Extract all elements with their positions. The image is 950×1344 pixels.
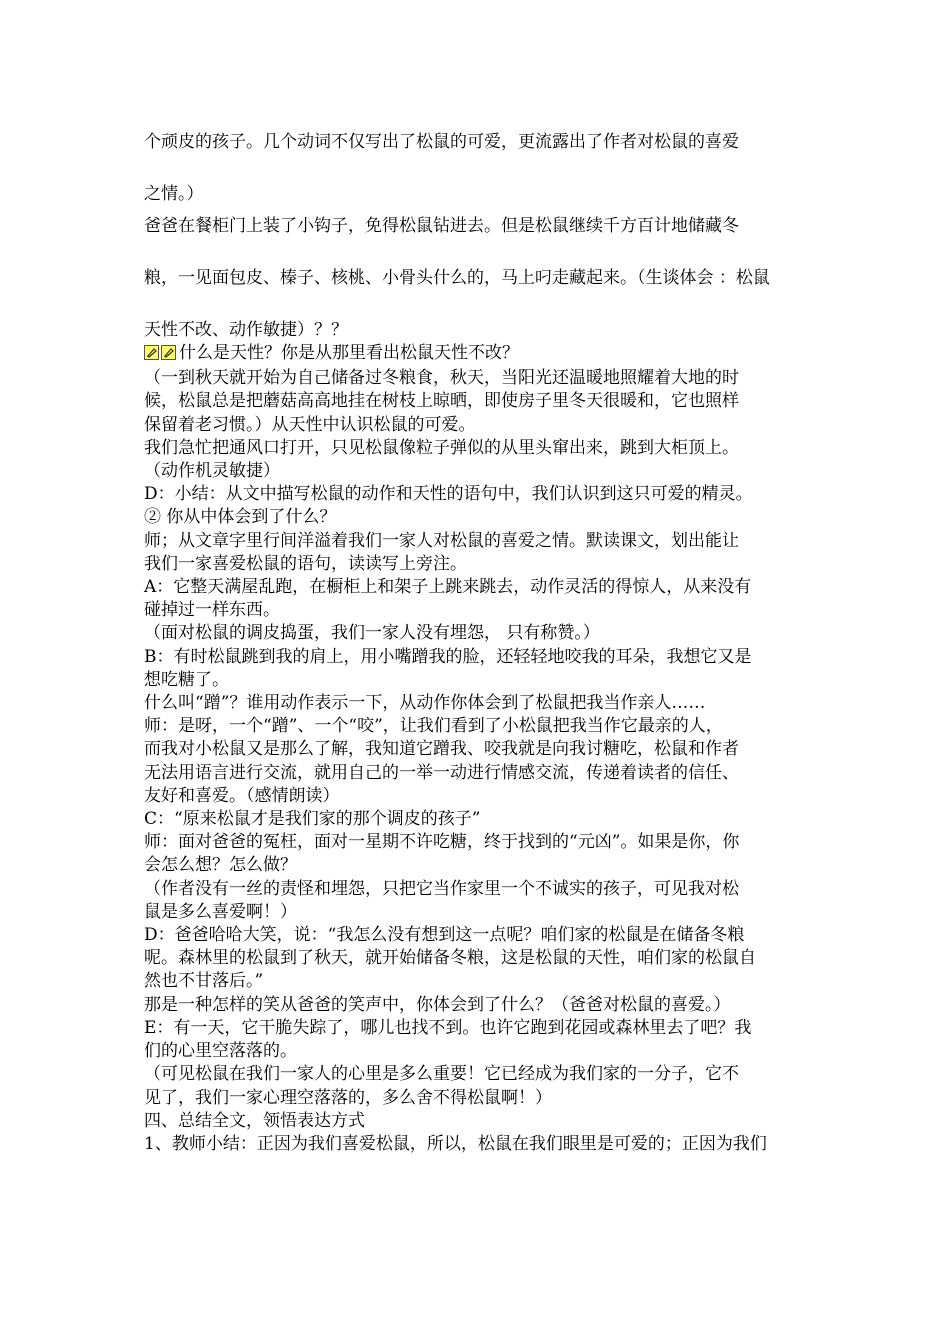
text-line: 然也不甘落后。”: [144, 971, 264, 992]
text-line: 我们一家喜爱松鼠的语句，读读写上旁注。: [144, 553, 467, 574]
text-line: 之情。）: [144, 184, 204, 204]
text-line: 呢。森林里的松鼠到了秋天，就开始储备冬粮，这是松鼠的天性，咱们家的松鼠自: [144, 948, 756, 969]
question-line: [144, 342, 814, 367]
text-line: （动作机灵敏捷）: [144, 461, 280, 482]
paragraph-block-3: [144, 342, 814, 1156]
text-line: 四、总结全文，领悟表达方式: [144, 1110, 365, 1131]
text-line: （面对松鼠的调皮捣蛋，我们一家人没有埋怨， 只有称赞。）: [144, 623, 600, 644]
text-line: D：小结：从文中描写松鼠的动作和天性的语句中，我们认识到这只可爱的精灵。: [144, 484, 753, 505]
text-line: D：爸爸哈哈大笑，说：“我怎么没有想到这一点呢？咱们家的松鼠是在储备冬粮: [144, 925, 745, 946]
text-line: （可见松鼠在我们一家人的心里是多么重要！它已经成为我们家的一分子，它不: [144, 1064, 739, 1085]
text-line: 那是一种怎样的笑从爸爸的笑声中，你体会到了什么？（爸爸对松鼠的喜爱。）: [144, 994, 731, 1015]
text-line: 无法用语言进行交流，就用自己的一举一动进行情感交流，传递着读者的信任、: [144, 762, 739, 783]
paragraph-block-2: [144, 200, 814, 356]
text-line: 们的心里空落落的。: [144, 1041, 297, 1062]
text-line: 鼠是多么喜爱啊！）: [144, 901, 297, 922]
text-line: B：有时松鼠跳到我的肩上，用小嘴蹭我的脸，还轻轻地咬我的耳朵，我想它又是: [144, 646, 752, 667]
text-line: 1、教师小结：正因为我们喜爱松鼠，所以，松鼠在我们眼里是可爱的；正因为我们: [144, 1133, 767, 1154]
text-line: 候，松鼠总是把蘑菇高高地挂在树枝上晾晒，即使房子里冬天很暖和，它也照样: [144, 391, 739, 412]
text-line: （一到秋天就开始为自己储备过冬粮食，秋天，当阳光还温暖地照耀着大地的时: [144, 368, 739, 389]
text-line: 保留着老习惯。）从天性中认识松鼠的可爱。: [144, 414, 476, 435]
text-line: A：它整天满屋乱跑，在橱柜上和架子上跳来跳去，动作灵活的得惊人，从来没有: [144, 577, 752, 598]
text-line: 师；从文章字里行间洋溢着我们一家人对松鼠的喜爱之情。默读课文，划出能让: [144, 530, 739, 551]
text-line: 想吃糖了。: [144, 669, 229, 690]
text-line: 什么叫“蹭”？谁用动作表示一下，从动作你体会到了松鼠把我当作亲人……: [144, 693, 706, 714]
text-line: 天性不改、动作敏捷）？？: [144, 320, 348, 340]
text-line: 爸爸在餐柜门上装了小钩子，免得松鼠钻进去。但是松鼠继续千方百计地储藏冬: [144, 216, 739, 236]
text-line: C：“原来松鼠才是我们家的那个调皮的孩子”: [144, 809, 481, 830]
text-line: ② 你从中体会到了什么？: [144, 507, 337, 528]
text-line: 见了，我们一家心理空落落的，多么舍不得松鼠啊！）: [144, 1087, 552, 1108]
text-line: 我们急忙把通风口打开，只见松鼠像粒子弹似的从里头窜出来，跳到大柜顶上。: [144, 437, 739, 458]
text-line: 个顽皮的孩子。几个动词不仅写出了松鼠的可爱，更流露出了作者对松鼠的喜爱: [144, 132, 739, 152]
edit-icon: [161, 345, 176, 360]
text-line: 粮，一见面包皮、榛子、核桃、小骨头什么的，马上叼走藏起来。（生谈体会 ：松鼠: [144, 268, 770, 288]
edit-icons: [144, 344, 178, 367]
text-line: 会怎么想？怎么做？: [144, 855, 297, 876]
text-line: E：有一天，它干脆失踪了，哪儿也找不到。也许它跑到花园或森林里去了吧？我: [144, 1017, 752, 1038]
text-line: （作者没有一丝的责怪和埋怨，只把它当作家里一个不诚实的孩子，可见我对松: [144, 878, 739, 899]
text-line: 而我对小松鼠又是那么了解，我知道它蹭我、咬我就是向我讨糖吃，松鼠和作者: [144, 739, 739, 760]
question-text: 什么是天性？你是从那里看出松鼠天性不改？: [179, 343, 519, 363]
text-line: 碰掉过一样东西。: [144, 600, 280, 621]
edit-icon: [144, 345, 159, 360]
text-line: 师：是呀，一个“蹭”、一个“咬”，让我们看到了小松鼠把我当作它最亲的人，: [144, 716, 723, 737]
text-line: 师：面对爸爸的冤枉，面对一星期不许吃糖，终于找到的“元凶”。如果是你，你: [144, 832, 740, 853]
text-line: 友好和喜爱。（感情朗读）: [144, 785, 340, 806]
